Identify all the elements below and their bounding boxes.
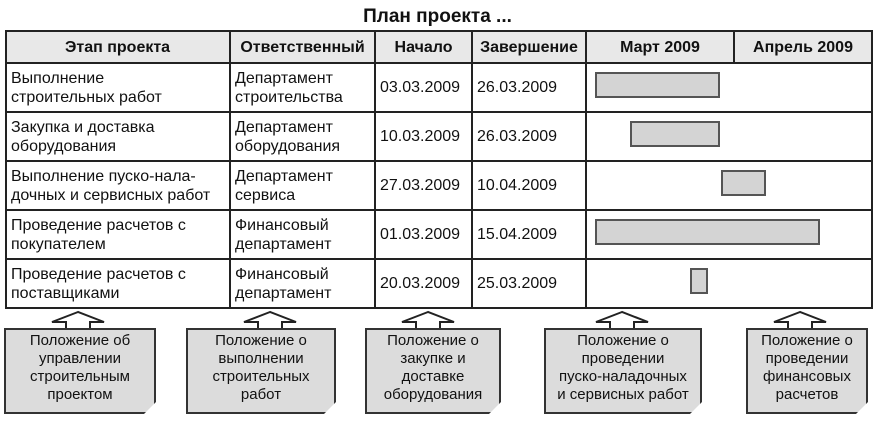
gantt-bar <box>595 72 720 98</box>
doc-line: расчетов <box>775 386 839 403</box>
stage-cell <box>6 63 230 112</box>
responsible-line: Департамент <box>235 118 333 136</box>
gantt-cell <box>586 259 872 308</box>
stage-line: Проведение расчетов с <box>11 265 186 283</box>
table-row <box>6 210 872 259</box>
table-row <box>6 161 872 210</box>
end-date: 26.03.2009 <box>472 112 586 161</box>
responsible-line: департамент <box>235 284 332 302</box>
doc-line: проектом <box>47 386 113 403</box>
stage-line: Закупка и доставка <box>11 118 155 136</box>
responsible-line: департамент <box>235 235 332 253</box>
doc-line: доставке <box>401 368 465 385</box>
header-row <box>6 31 872 63</box>
responsible-cell <box>230 259 375 308</box>
doc-line: Положение о <box>577 332 669 349</box>
header-end: Завершение <box>472 31 586 63</box>
doc-line: финансовых <box>763 368 851 385</box>
header-stage: Этап проекта <box>6 31 230 63</box>
doc-line: Положение о <box>215 332 307 349</box>
document-card <box>186 328 336 414</box>
end-date: 25.03.2009 <box>472 259 586 308</box>
doc-line: закупке и <box>400 350 466 367</box>
gantt-bar <box>630 121 720 147</box>
responsible-line: Финансовый <box>235 216 329 234</box>
stage-cell <box>6 161 230 210</box>
document-card <box>365 328 501 414</box>
start-date: 20.03.2009 <box>375 259 472 308</box>
gantt-cell <box>586 112 872 161</box>
stage-line: Выполнение <box>11 69 105 87</box>
header-april: Апрель 2009 <box>734 31 872 63</box>
responsible-line: сервиса <box>235 186 296 204</box>
header-responsible: Ответственный <box>230 31 375 63</box>
doc-line: оборудования <box>383 386 483 403</box>
stage-line: дочных и сервисных работ <box>11 186 211 204</box>
doc-line: строительным <box>30 368 130 385</box>
responsible-cell <box>230 63 375 112</box>
project-plan-table <box>5 30 873 309</box>
table-row <box>6 63 872 112</box>
gantt-cell <box>586 161 872 210</box>
document-card <box>544 328 702 414</box>
responsible-line: строительства <box>235 88 343 106</box>
responsible-line: оборудования <box>235 137 341 155</box>
responsible-line: Финансовый <box>235 265 329 283</box>
doc-line: пуско-наладочных <box>559 368 687 385</box>
responsible-cell <box>230 161 375 210</box>
end-date: 15.04.2009 <box>472 210 586 259</box>
doc-line: строительных <box>212 368 310 385</box>
table-row <box>6 259 872 308</box>
doc-line: проведении <box>581 350 665 367</box>
stage-line: Выполнение пуско-нала- <box>11 167 196 185</box>
doc-line: проведении <box>765 350 849 367</box>
stage-line: строительных работ <box>11 88 162 106</box>
doc-line: Положение о <box>761 332 853 349</box>
stage-cell <box>6 210 230 259</box>
doc-line: и сервисных работ <box>557 386 689 403</box>
table-row <box>6 112 872 161</box>
doc-line: выполнении <box>218 350 304 367</box>
gantt-bar <box>595 219 820 245</box>
doc-line: Положение об <box>29 332 131 349</box>
doc-line: Положение о <box>387 332 479 349</box>
responsible-line: Департамент <box>235 167 333 185</box>
gantt-cell <box>586 63 872 112</box>
responsible-cell <box>230 210 375 259</box>
plan-title: План проекта ... <box>363 6 512 27</box>
stage-line: Проведение расчетов с <box>11 216 186 234</box>
start-date: 03.03.2009 <box>375 63 472 112</box>
stage-line: поставщиками <box>11 284 120 302</box>
end-date: 26.03.2009 <box>472 63 586 112</box>
header-start: Начало <box>375 31 472 63</box>
header-march: Март 2009 <box>586 31 734 63</box>
gantt-cell <box>586 210 872 259</box>
document-card <box>746 328 868 414</box>
start-date: 27.03.2009 <box>375 161 472 210</box>
end-date: 10.04.2009 <box>472 161 586 210</box>
document-card <box>4 328 156 414</box>
stage-cell <box>6 259 230 308</box>
start-date: 10.03.2009 <box>375 112 472 161</box>
responsible-line: Департамент <box>235 69 333 87</box>
stage-line: оборудования <box>11 137 117 155</box>
gantt-bar <box>721 170 766 196</box>
start-date: 01.03.2009 <box>375 210 472 259</box>
stage-line: покупателем <box>11 235 106 253</box>
responsible-cell <box>230 112 375 161</box>
doc-line: работ <box>240 386 282 403</box>
stage-cell <box>6 112 230 161</box>
gantt-bar <box>690 268 708 294</box>
doc-line: управлении <box>38 350 122 367</box>
